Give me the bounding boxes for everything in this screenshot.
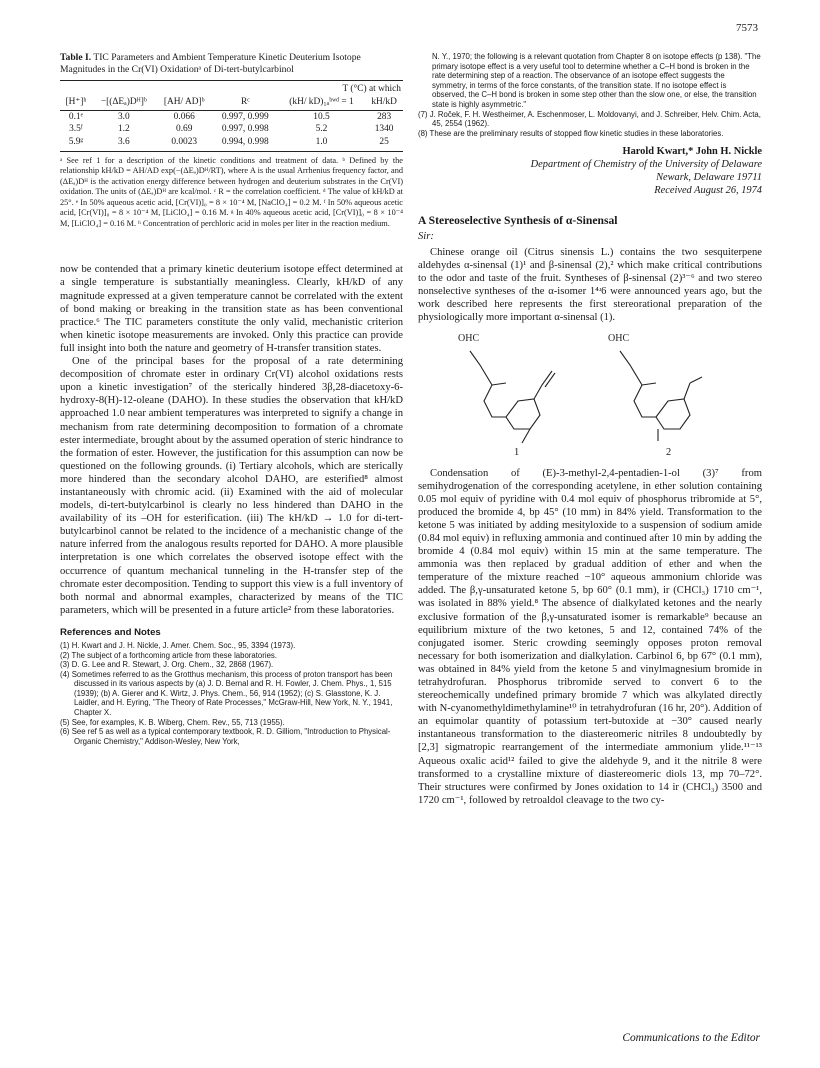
table-caption-text: TIC Parameters and Ambient Temperature Kinetic Deuterium Isotope Magnitudes in the Cr(VI) Oxidationᵃ of Di-tert-butylcarbinol xyxy=(60,52,361,76)
table-cell: 0.994, 0.998 xyxy=(213,136,278,151)
table-header-temp: T (°C) at which xyxy=(278,80,403,97)
reference-item: (7) J. Roček, F. H. Westheimer, A. Eschenmoser, L. Moldovanyi, and J. Schreiber, Helv. Chim. Acta, 45, 2554 (1962). xyxy=(418,109,761,129)
body-paragraph: now be contended that a primary kinetic deuterium isotope effect determined at a single temperature is substantially meaningless. Clearly, kH/kD of any magnitude expressed at a given temperature cannot be correlated with the extent of bond making or breaking in the transition state as has been conventional practice.⁶ The TIC parameters constitute the only valid, mechanistic criterion when kinetic isotope measurements are invoked. Only this practice can provide full insight into both the nature and geometry of H-transfer transition states. xyxy=(60,264,403,354)
references-heading: References and Notes xyxy=(60,626,161,638)
table-header: [H⁺]ʰ xyxy=(60,97,92,111)
table-row xyxy=(60,136,403,151)
reference-item: (1) H. Kwart and J. H. Nickle, J. Amer. Chem. Soc., 95, 3394 (1973). xyxy=(60,640,296,650)
reference-item: (5) See, for examples, K. B. Wiberg, Chem. Rev., 55, 713 (1955). xyxy=(60,717,285,727)
authors: Harold Kwart,* John H. Nickle xyxy=(622,146,762,158)
reference-item: (8) These are the preliminary results of stopped flow kinetic studies in these laboratories. xyxy=(418,128,724,138)
page-footer: Communications to the Editor xyxy=(622,1032,760,1044)
table-cell: 10.5 xyxy=(313,111,330,122)
salutation: Sir: xyxy=(418,230,434,242)
chemical-structures xyxy=(418,327,762,445)
ohc-label-2: OHC xyxy=(608,332,630,344)
table-header: Rᶜ xyxy=(213,97,278,111)
right-column xyxy=(418,52,762,807)
table-cell: 0.0023 xyxy=(156,136,213,151)
structure-beta-sinensal xyxy=(620,351,702,441)
table-cell: 5.9ᵍ xyxy=(60,136,92,151)
page-number: 7573 xyxy=(736,22,758,34)
table-caption-label: Table I. xyxy=(60,52,92,63)
reference-item: N. Y., 1970; the following is a relevant quotation from Chapter 8 on isotope effects (p 138). "The primary isotope effect is a very useful tool to determine whether a C–H bond is broken in the rate determining step of a reaction. The observance of an isotope effect suggests the symmetry, in terms of the force constants, of the transition state. If no isotope effect is observed, the C–H bond is broken in some step other than the slow one, or else, the transition state is highly asymmetric." xyxy=(432,52,761,109)
ohc-label-1: OHC xyxy=(458,332,480,344)
received-date: Received August 26, 1974 xyxy=(654,184,762,196)
article-title: A Stereoselective Synthesis of α-Sinensal xyxy=(418,213,618,227)
body-paragraph: One of the principal bases for the proposal of a rate determining decomposition of chromate ester in ordinary Cr(VI) alcohol oxidations rests upon a kinetic investigation⁷ of the sterically hindered 3β,28-diacetoxy-6-hydroxy-8(H)-12-oleane (DAHO). In these studies the observation that kH/kD approached 1.0 near ambient temperatures was interpreted to signify a change in mechanism from rate determining decomposition to formation of a chromate ester intermediate, brought about by the assumed operation of steric hindrance to the formation of ester. However, the justification for this assumption can now be questioned on the following grounds. (i) Tertiary alcohols, which are sterically more hindered than the secondary alcohol DAHO, are esterified⁸ almost instantaneously with chromic acid. (ii) Examined with the aid of molecular models, di-tert-butylcarbinol is clearly no less hindered than DAHO in the availability of its –OH for esterification. (iii) The kH/kD → 1.0 for di-tert-butylcarbinol cannot be related to the incidence of a mechanistic change of the nature inferred from the analogous results reported for DAHO. A more plausible interpretation is one which correlates the observed isotope effect with the occurrence of quantum mechanical tunneling in the H-transfer step of the chromate ester decomposition. Tending to support this view is a full inventory of both normal and abnormal examples, characterized by means of the TIC parameters, which will be presented in a future article² from these laboratories. xyxy=(60,356,404,616)
reference-item: (3) D. G. Lee and R. Stewart, J. Org. Chem., 32, 2868 (1967). xyxy=(60,660,274,670)
reference-item: (2) The subject of a forthcoming article from these laboratories. xyxy=(60,650,277,660)
table-cell: 25 xyxy=(365,136,403,151)
table-cell: 1.2 xyxy=(117,124,130,135)
compound-number-1: 1 xyxy=(514,446,520,458)
table-cell: 5.2 xyxy=(315,124,328,135)
left-column xyxy=(60,52,403,746)
table-cell: 0.997, 0.999 xyxy=(221,111,269,122)
table-cell: 0.997, 0.998 xyxy=(221,124,269,135)
references-list-continued xyxy=(418,52,762,138)
table-header: [AH/ AD]ᵇ xyxy=(156,97,213,111)
affiliation: Department of Chemistry of the University of Delaware xyxy=(530,159,762,171)
table-row xyxy=(60,110,403,123)
table-header: (kH/ kD)₁ₐᵇʷᵈ = 1 xyxy=(278,97,365,111)
reference-item: (4) Sometimes referred to as the Grotthus mechanism, this process of proton transport has been discussed in its various aspects by (a) J. D. Bernal and R. H. Fowler, J. Chem. Phys., 1, 515 (1939); (b) A. Gierer and K. Wirtz, J. Phys. Chem., 56, 914 (1952); (c) S. Glasstone, K. J. Laidler, and H. Eyring, "The Theory of Rate Processes," McGraw-Hill, New York, N. Y., 1941, Chapter X. xyxy=(60,669,393,718)
compound-number-2: 2 xyxy=(666,446,672,458)
table-footnote: ᵃ See ref 1 for a description of the kinetic conditions and treatment of data. ᵇ Defined by the relationship kH/kD = AH/AD exp(−(ΔEₐ)Dᴴ/RT), where A is the usual Arrhenius frequency factor, and (ΔEₐ)Dᴴ is the activation energy difference between hydrogen and deuterium substrates in the Cr(VI) oxidation. The units of (ΔEₐ)Dᴴ are kcal/mol. ᶜ R = the correlation coefficient. ᵈ The value of kH/kD at 25°. ᵉ In 50% aqueous acetic acid, [Cr(VI)]₀ = 8 × 10⁻⁴ M, [NaClO₄] = 0.2 M. ᶠ In 50% aqueous acetic acid, [Cr(VI)]₀ = 8 × 10⁻⁴ M, [LiClO₄] = 0.16 M. ᵍ In 40% aqueous acetic acid, [Cr(VI)]₀ = 8 × 10⁻⁴ M, [LiClO₄] = 0.16 M. ʰ Concentration of perchloric acid in moles per liter in the reaction medium. xyxy=(60,155,403,228)
table-cell: 3.6 xyxy=(92,136,156,151)
table-cell: 0.69 xyxy=(176,124,193,135)
table-header: kH/kD xyxy=(365,97,403,111)
table-cell: 3.5ᶠ xyxy=(69,124,83,135)
compound-numbers xyxy=(418,447,762,461)
table-cell: 3.0 xyxy=(117,111,130,122)
table-caption xyxy=(60,52,403,77)
body-paragraph: Condensation of (E)-3-methyl-2,4-pentadien-1-ol (3)⁷ from semihydrogenation of the corresponding acetylene, in ether solution containing 0.05 mol equiv of pyridine with 0.4 mol equiv of phosphorus tribromide at 5°, produced the bromide 4, bp 45° (10 mm) in 84% yield. Transformation to the ketone 5 was initiated by adding mesityloxide to a suspension of sodium amide (0.84 mol equiv) in refluxing ammonia and continued after 10 min by adding the bromide 4 (0.84 mol equiv) within 15 min at the same temperature. The ammonia was then replaced by gradual addition of ether and when the temperature of the mixture reached −10° aqueous ammonium chloride was added. The β,γ-unsaturated ketone 5, bp 60° (0.1 mm), ir (CHCl₃) 1710 cm⁻¹, was isolated in 88% yield.⁸ The absence of dialkylated ketones and the nearly exclusive formation of the β,γ-unsaturated isomer is remarkable⁹ because an equilibrium mixture of the two ketones, 5 and 12, contained 74% of the conjugated isomer. Steric crowding seemingly opposes proton removal necessary for both isomerization and dialkylation. Carbinol 6, bp 67° (0.1 mm), was obtained in 84% yield from the ketone 5 and vinylmagnesium bromide in tetrahydrofuran. Phosphorus tribromide served to convert 6 to the stereochemically undefined primary bromide 7 which was alkylated directly with N-cyanomethyldimethylamine¹⁰ in tetrahydrofuran (16 hr, 20°). Addition of an equimolar quantity of potassium tert-butoxide at −30° caused nearly instantaneous transformation to the diastereomeric nitriles 8 undoubtedly by [2,3] sigmatropic rearrangement of the intermediate ammonium ylide.¹¹⁻¹³ Aqueous oxalic acid¹² failed to give the aldehyde 9, and it the nitrile 8 were transformed to a crystalline mixture of diastereomeric diols 13, mp 70–72°. Their structures were confirmed by Jones oxidation to 14 ir (CHCl₃) 3500 and 1720 cm⁻¹, followed by retroaldol cleavage to the two cy- xyxy=(418,467,762,806)
table-cell: 0.1ᵉ xyxy=(68,111,84,122)
structures-svg xyxy=(418,327,762,445)
reference-item: (6) See ref 5 as well as a typical contemporary textbook, R. D. Gilliom, "Introduction to Physical-Organic Chemistry," Addison-Wesley, New York, xyxy=(60,727,391,746)
references-list xyxy=(60,641,403,747)
table-header: −[(ΔEₐ)Dᴴ]ᵇ xyxy=(92,97,156,111)
tic-table xyxy=(60,80,403,152)
structure-alpha-sinensal xyxy=(470,351,555,443)
table-cell: 283 xyxy=(377,111,392,122)
table-cell: 0.066 xyxy=(173,111,195,122)
body-paragraph: Chinese orange oil (Citrus sinensis L.) contains the two sesquiterpene aldehydes α-sinensal (1)¹ and β-sinensal (2),² which make critical contributions to the odor and taste of the fruit. Syntheses of β-sinensal (2)³⁻⁶ and two stereo nonselective syntheses of the α-isomer 1⁴ʴ6 were announced years ago, but the work described here represents the first stereorational preparation of the physiologically more important α-sinensal (1). xyxy=(418,246,762,324)
affiliation-location: Newark, Delaware 19711 xyxy=(656,172,762,184)
table-cell: 1.0 xyxy=(278,136,365,151)
table-row xyxy=(60,123,403,136)
table-cell: 1340 xyxy=(374,124,394,135)
